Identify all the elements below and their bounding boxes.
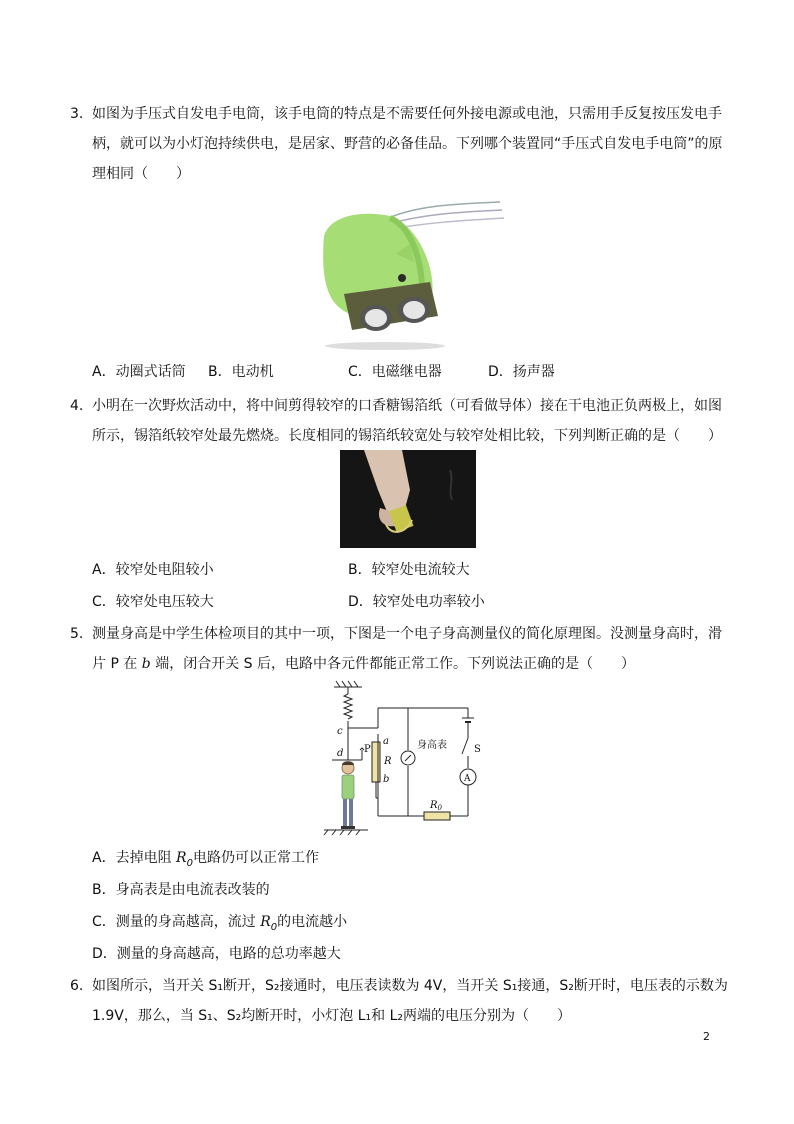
flashlight-photo bbox=[310, 196, 506, 350]
q3-line-1: 如图为手压式自发电手电筒，该手电筒的特点是不需要任何外接电源或电池，只需用手反复按压发电手 bbox=[92, 106, 722, 122]
q3-number: 3. bbox=[70, 106, 84, 122]
q5-line-1: 测量身高是中学生体检项目的其中一项，下图是一个电子身高测量仪的简化原理图。没测量身高时，滑 bbox=[92, 626, 722, 642]
q6-number: 6. bbox=[70, 978, 84, 994]
q4-line-2: 所示，锡箔纸较窄处最先燃烧。长度相同的锡箔纸较宽处与较窄处相比较，下列判断正确的是（ ） bbox=[92, 428, 722, 444]
label-R0: $R_0$ bbox=[430, 800, 442, 812]
q5-option-a bbox=[92, 848, 319, 874]
q5-option-a-part-1: A．去掉电阻 bbox=[92, 850, 177, 866]
q5-option-c-sub: 0 bbox=[270, 921, 278, 933]
q3-line-2: 柄，就可以为小灯泡持续供电，是居家、野营的必备佳品。下列哪个装置同“手压式自发电手电筒”的原 bbox=[92, 136, 723, 152]
q6-line-2: 1.9V，那么，当 S₁、S₂均断开时，小灯泡 L₁和 L₂两端的电压分别为（ ） bbox=[92, 1008, 572, 1024]
q3-option-a: A．动圈式话筒 bbox=[92, 364, 186, 380]
q5-option-b: B．身高表是由电流表改装的 bbox=[92, 882, 270, 898]
q4-line-1: 小明在一次野炊活动中，将中间剪得较窄的口香糖锡箔纸（可看做导体）接在干电池正负两极上，如图 bbox=[92, 398, 722, 414]
q5-option-c bbox=[92, 912, 347, 938]
label-R: R bbox=[384, 756, 392, 767]
q4-number: 4. bbox=[70, 398, 84, 414]
q4-option-c: C．较窄处电压较大 bbox=[92, 594, 214, 610]
q5-option-c-part-1: C．测量的身高越高，流过 bbox=[92, 914, 261, 930]
label-height-meter: 身高表 bbox=[417, 740, 447, 751]
q5-option-d: D．测量的身高越高，电路的总功率越大 bbox=[92, 946, 341, 962]
q3-option-b: B．电动机 bbox=[208, 364, 274, 380]
q3-line-3: 理相同（ ） bbox=[92, 166, 190, 182]
label-ammeter-A: A bbox=[464, 774, 471, 784]
q5-number: 5. bbox=[70, 626, 84, 642]
q5-option-a-var: R bbox=[176, 850, 187, 866]
label-a: a bbox=[383, 736, 389, 747]
label-b: b bbox=[383, 774, 390, 785]
q5-option-a-sub: 0 bbox=[186, 857, 193, 869]
page-number: 2 bbox=[703, 1030, 710, 1043]
q5-line-2-var-b: b bbox=[141, 656, 151, 672]
q5-line-2-part-a: 片 P 在 bbox=[92, 656, 142, 672]
height-meter-circuit-diagram bbox=[318, 680, 494, 836]
q4-option-b: B．较窄处电流较大 bbox=[348, 562, 470, 578]
q5-option-c-part-2: 的电流越小 bbox=[277, 914, 348, 930]
q5-option-c-var: R bbox=[260, 914, 271, 930]
q6-line-1: 如图所示，当开关 S₁断开，S₂接通时，电压表读数为 4V，当开关 S₁接通，S₂断开时，电压表的示数为 bbox=[92, 978, 728, 994]
q3-option-c: C．电磁继电器 bbox=[348, 364, 442, 380]
label-d: d bbox=[337, 748, 344, 759]
q5-line-2 bbox=[92, 654, 635, 674]
q5-line-2-part-c: 端，闭合开关 S 后，电路中各元件都能正常工作。下列说法正确的是（ ） bbox=[150, 656, 636, 672]
label-S: S bbox=[474, 744, 481, 755]
q4-option-a: A．较窄处电阻较小 bbox=[92, 562, 214, 578]
q4-option-d: D．较窄处电功率较小 bbox=[348, 594, 485, 610]
q5-option-a-part-2: 电路仍可以正常工作 bbox=[192, 850, 319, 866]
foil-battery-photo bbox=[340, 450, 476, 548]
label-c: c bbox=[337, 726, 343, 737]
label-P: P bbox=[364, 744, 371, 755]
q3-option-d: D．扬声器 bbox=[488, 364, 555, 380]
